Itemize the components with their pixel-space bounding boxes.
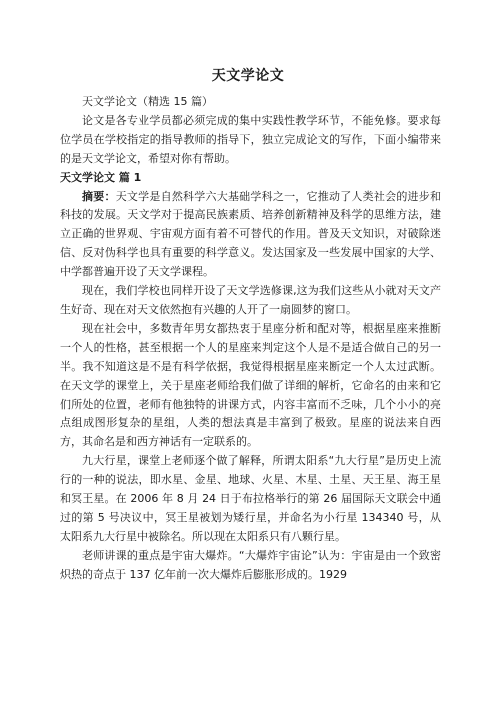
document-title: 天文学论文 [211, 68, 285, 84]
abstract-label: 摘要： [82, 189, 116, 203]
abstract-text: 天文学是自然科学六大基础学科之一，它推动了人类社会的进步和科技的发展。天文学对于提高民族素质、培养创新精神及科学的思维方法，建立正确的世界观、宇宙观方面有着不可替代的作用。普及天文知识，对破除迷信、反对伪科学也具有重要的科学意义。发达国家及一些发展中国家的大学、中学都普遍开设了天文学课程。 [60, 189, 442, 279]
intro-paragraph: 论文是各专业学员都必须完成的集中实践性教学环节，不能免修。要求每位学员在学校指定的指导教师的指导下，独立完成论文的写作，下面小编带来的是天文学论文，希望对你有帮助。 [60, 113, 441, 165]
document-body [60, 93, 441, 585]
body-paragraph: 老师讲课的重点是宇宙大爆炸。“大爆炸宇宙论”认为：宇宙是由一个致密炽热的奇点于 137 亿年前一次大爆炸后膨胀形成的。1929 [60, 548, 441, 581]
body-paragraph: 现在，我们学校也同样开设了天文学选修课,这为我们这些从小就对天文产生好奇、现在对天文依然抱有兴趣的人开了一扇圆梦的窗口。 [60, 284, 441, 316]
intro-subtitle: 天文学论文（精选 15 篇） [82, 95, 213, 108]
body-paragraph: 现在社会中，多数青年男女都热衷于星座分析和配对等，根据星座来推断一个人的性格，甚至根据一个人的星座来判定这个人是不是适合做自己的另一半。我不知道这是不是有科学依据，我觉得根据星座来断定一个人太过武断。在天文学的课堂上，关于星座老师给我们做了详细的解析，它命名的由来和它们所处的位置，老师有他独特的讲课方式，内容丰富而不乏味，几个小小的亮点组成图形复杂的星组，人类的想法真是丰富到了极致。星座的说法来自西方，其命名是和西方神话有一定联系的。 [60, 321, 441, 449]
section-heading: 天文学论文 篇 1 [60, 170, 142, 184]
body-paragraph: 九大行星，课堂上老师逐个做了解释，所谓太阳系“九大行星”是历史上流行的一种的说法，即水星、金星、地球、火星、木星、土星、天王星、海王星和冥王星。在 2006 年 8 月 24 日于布拉格举行的第 26 届国际天文联会中通过的第 5 号决议中，冥王星被划为矮行星，并命名为小行星 134340 号，从太阳系九大行星中被除名。所以现在太阳系只有八颗行星。 [60, 454, 441, 543]
abstract-paragraph [60, 188, 441, 283]
